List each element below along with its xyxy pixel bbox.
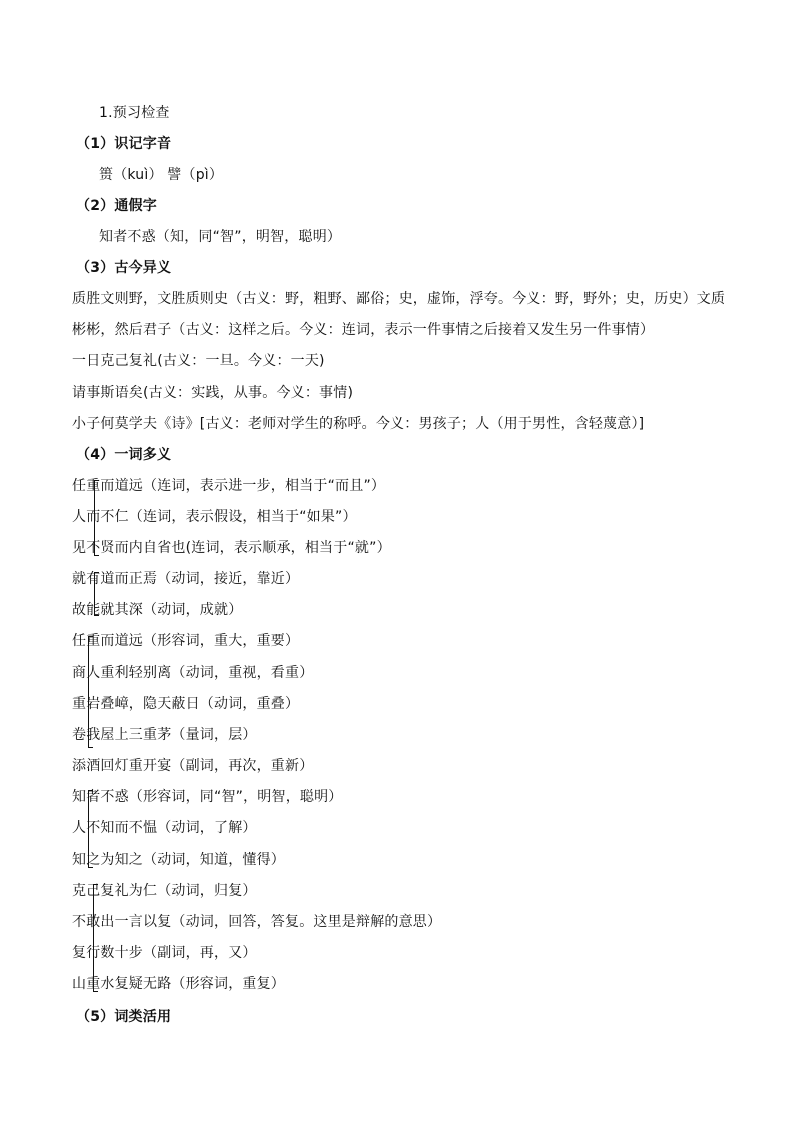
section-title: 1.预习检查 [99, 105, 170, 121]
duoyi-line: 见不贤而内自省也(连词，表示顺承，相当于“就”） [72, 540, 391, 556]
duoyi-line: 知之为知之（动词，知道，懂得） [72, 852, 285, 868]
gujin-line: 小子何莫学夫《诗》[古义：老师对学生的称呼。今义：男孩子；人（用于男性，含轻蔑意）] [72, 416, 645, 432]
bracket-jiu [94, 572, 95, 616]
duoyi-line: 山重水复疑无路（形容词，重复） [72, 976, 285, 992]
tongjia-line: 知者不惑（知，同“智”，明智，聪明） [99, 229, 342, 245]
duoyi-line: 知者不惑（形容词，同“智”，明智，聪明） [72, 789, 343, 805]
duoyi-line: 克己复礼为仁（动词，归复） [72, 883, 257, 899]
bracket-er [94, 480, 95, 556]
gujin-line: 质胜文则野，文胜质则史（古义：野，粗野、鄙俗；史，虚饰，浮夸。今义：野，野外；史，历史）文质 [72, 291, 726, 307]
duoyi-line: 复行数十步（副词，再，又） [72, 945, 257, 961]
duoyi-line: 重岩叠嶂，隐天蔽日（动词，重叠） [72, 696, 300, 712]
duoyi-line: 不敢出一言以复（动词，回答，答复。这里是辩解的意思） [72, 914, 442, 930]
gujin-line: 请事斯语矣(古义：实践，从事。今义：事情) [72, 385, 354, 401]
duoyi-line: 故能就其深（动词，成就） [72, 602, 243, 618]
heading-gujin: （3）古今异义 [76, 260, 172, 276]
pronunciation-line: 篑（kuì） 譬（pì） [99, 167, 224, 183]
duoyi-line: 人而不仁（连词，表示假设，相当于“如果”） [72, 509, 357, 525]
duoyi-line: 就有道而正焉（动词，接近，靠近） [72, 571, 300, 587]
gujin-line: 一日克己复礼(古义：一旦。今义：一天) [72, 353, 325, 369]
duoyi-line: 商人重利轻别离（动词，重视，看重） [72, 665, 314, 681]
duoyi-line: 任重而道远（连词，表示进一步，相当于“而且”） [72, 478, 386, 494]
duoyi-line: 人不知而不愠（动词，了解） [72, 820, 257, 836]
duoyi-line: 任重而道远（形容词，重大，重要） [72, 633, 300, 649]
duoyi-line: 卷我屋上三重茅（量词，层） [72, 727, 257, 743]
heading-tongjia: （2）通假字 [76, 198, 157, 214]
bracket-zhong [88, 636, 89, 748]
heading-cilei: （5）词类活用 [76, 1009, 172, 1025]
bracket-fu [93, 884, 94, 992]
heading-pronunciation: （1）识记字音 [76, 136, 172, 152]
heading-duoyi: （4）一词多义 [76, 447, 172, 463]
gujin-line: 彬彬，然后君子（古义：这样之后。今义：连词，表示一件事情之后接着又发生另一件事情） [72, 322, 655, 338]
bracket-zhi [88, 790, 89, 868]
duoyi-line: 添酒回灯重开宴（副词，再次，重新） [72, 758, 314, 774]
